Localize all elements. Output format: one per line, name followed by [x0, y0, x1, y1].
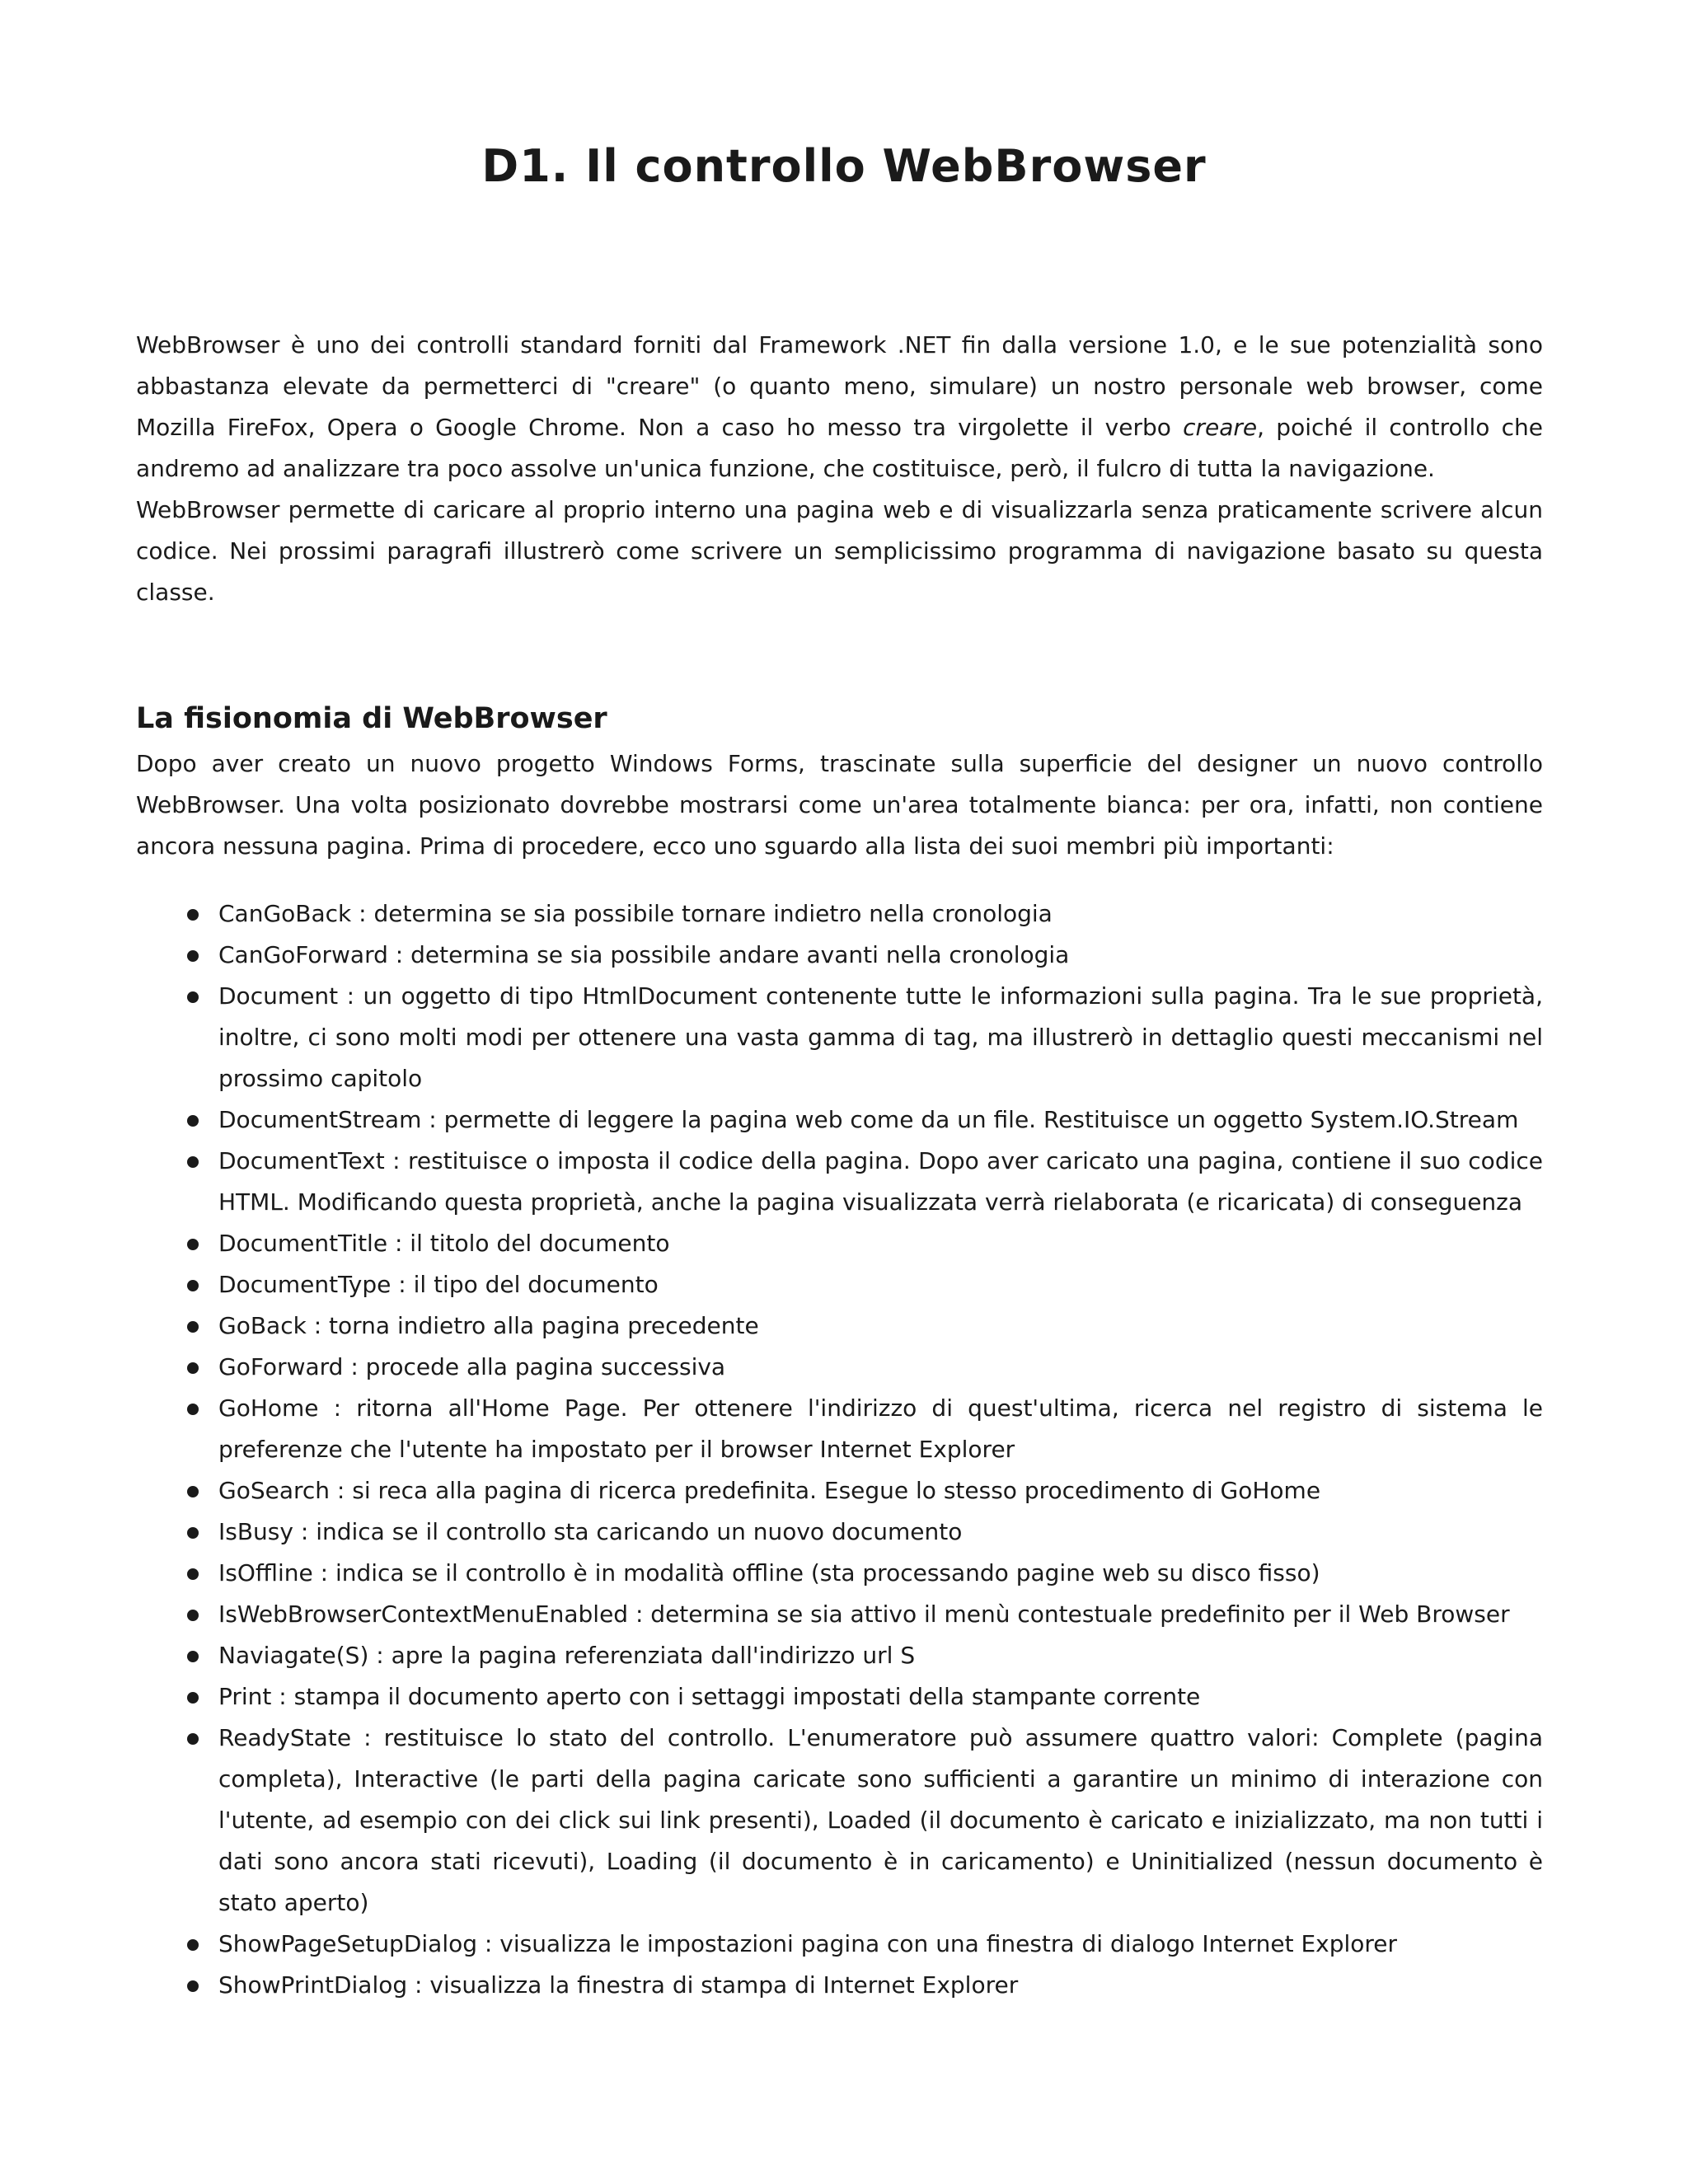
- list-item-text: GoBack : torna indietro alla pagina precedente: [218, 1312, 759, 1339]
- intro-paragraph-2: WebBrowser permette di caricare al proprio interno una pagina web e di visualizzarla senza praticamente scrivere alcun codice. Nei prossimi paragrafi illustrerò come scrivere un semplicissimo programma di navigazione basato su questa classe.: [136, 496, 1543, 606]
- list-item: [136, 1099, 1543, 1141]
- list-item: [136, 1388, 1543, 1470]
- list-item-text: DocumentType : il tipo del documento: [218, 1271, 659, 1298]
- list-item: [136, 1470, 1543, 1511]
- intro-section: [136, 325, 1543, 613]
- list-item-text: IsOffline : indica se il controllo è in modalità offline (sta processando pagine web su disco fisso): [218, 1559, 1320, 1586]
- list-item: [136, 1676, 1543, 1718]
- bullet-icon: [187, 1486, 199, 1497]
- list-item-text: IsBusy : indica se il controllo sta caricando un nuovo documento: [218, 1518, 963, 1545]
- bullet-icon: [187, 1115, 199, 1127]
- bullet-icon: [187, 1733, 199, 1745]
- list-item: [136, 1635, 1543, 1676]
- bullet-icon: [187, 1651, 199, 1662]
- bullet-icon: [187, 991, 199, 1003]
- list-item-text: Print : stampa il documento aperto con i settaggi impostati della stampante corrente: [218, 1683, 1201, 1710]
- list-item: [136, 1223, 1543, 1264]
- bullet-icon: [187, 1939, 199, 1951]
- list-item: [136, 976, 1543, 1099]
- list-item: [136, 1965, 1543, 2006]
- bullet-icon: [187, 1280, 199, 1291]
- list-item-text: ShowPrintDialog : visualizza la finestra di stampa di Internet Explorer: [218, 1971, 1019, 1999]
- bullet-icon: [187, 1239, 199, 1250]
- bullet-icon: [187, 950, 199, 962]
- list-item: [136, 1141, 1543, 1223]
- bullet-icon: [187, 1404, 199, 1415]
- list-item-text: GoHome : ritorna all'Home Page. Per ottenere l'indirizzo di quest'ultima, ricerca nel registro di sistema le preferenze che l'utente ha impostato per il browser Internet Explorer: [218, 1394, 1543, 1463]
- list-item: [136, 1924, 1543, 1965]
- list-item: [136, 1347, 1543, 1388]
- list-item-text: ReadyState : restituisce lo stato del controllo. L'enumeratore può assumere quattro valori: Complete (pagina completa), Interactive (le parti della pagina caricate sono sufficienti a garantire un minimo di interazione con l'utente, ad esempio con dei click sui link presenti), Loaded (il documento è caricato e inizializzato, ma non tutti i dati sono ancora stati ricevuti), Loading (il documento è in caricamento) e Uninitialized (nessun documento è stato aperto): [218, 1724, 1543, 1916]
- list-item-text: DocumentStream : permette di leggere la pagina web come da un file. Restituisce un oggetto System.IO.Stream: [218, 1106, 1519, 1133]
- list-item: [136, 1511, 1543, 1553]
- bullet-icon: [187, 1527, 199, 1539]
- bullet-icon: [187, 1980, 199, 1992]
- section-heading: La fisionomia di WebBrowser: [136, 702, 607, 735]
- section-intro-paragraph: Dopo aver creato un nuovo progetto Windows Forms, trascinate sulla superficie del designer un nuovo controllo WebBrowser. Una volta posizionato dovrebbe mostrarsi come un'area totalmente bianca: per ora, infatti, non contiene ancora nessuna pagina. Prima di procedere, ecco uno sguardo alla lista dei suoi membri più importanti:: [136, 750, 1543, 860]
- list-item-text: DocumentTitle : il titolo del documento: [218, 1230, 670, 1257]
- list-item: [136, 935, 1543, 976]
- intro-emphasis: creare: [1183, 414, 1258, 441]
- list-item: [136, 1305, 1543, 1347]
- list-item-text: Document : un oggetto di tipo HtmlDocument contenente tutte le informazioni sulla pagina. Tra le sue proprietà, inoltre, ci sono molti modi per ottenere una vasta gamma di tag, ma illustrerò in dettaglio questi meccanismi nel prossimo capitolo: [218, 982, 1543, 1092]
- list-item: [136, 1553, 1543, 1594]
- bullet-icon: [187, 1362, 199, 1374]
- list-item-text: GoForward : procede alla pagina successiva: [218, 1353, 726, 1380]
- members-list: [136, 893, 1543, 2006]
- fisionomia-section: [136, 694, 1543, 2006]
- bullet-icon: [187, 1568, 199, 1580]
- list-item-text: Naviagate(S) : apre la pagina referenziata dall'indirizzo url S: [218, 1642, 916, 1669]
- bullet-icon: [187, 1692, 199, 1704]
- intro-text-2: , poiché il controllo che andremo ad analizzare tra poco assolve un'unica funzione, che costituisce, però, il fulcro di tutta la navigazione.: [136, 414, 1543, 482]
- list-item-text: DocumentText : restituisce o imposta il codice della pagina. Dopo aver caricato una pagina, contiene il suo codice HTML. Modificando questa proprietà, anche la pagina visualizzata verrà rielaborata (e ricaricata) di conseguenza: [218, 1147, 1543, 1216]
- intro-paragraph-1: [136, 325, 1543, 490]
- intro-text-1: WebBrowser è uno dei controlli standard forniti dal Framework .NET fin dalla versione 1.0, e le sue potenzialità sono abbastanza elevate da permetterci di "creare" (o quanto meno, simulare) un nostro personale web browser, come Mozilla FireFox, Opera o Google Chrome. Non a caso ho messo tra virgolette il verbo: [136, 331, 1543, 441]
- bullet-icon: [187, 909, 199, 921]
- bullet-icon: [187, 1321, 199, 1333]
- list-item-text: CanGoForward : determina se sia possibile andare avanti nella cronologia: [218, 941, 1070, 968]
- list-item: [136, 1594, 1543, 1635]
- list-item-text: CanGoBack : determina se sia possibile tornare indietro nella cronologia: [218, 900, 1053, 927]
- list-item: [136, 893, 1543, 935]
- page-title: D1. Il controllo WebBrowser: [481, 140, 1207, 192]
- list-item: [136, 1264, 1543, 1305]
- list-item: [136, 1718, 1543, 1924]
- list-item-text: IsWebBrowserContextMenuEnabled : determina se sia attivo il menù contestuale predefinito per il Web Browser: [218, 1601, 1510, 1628]
- bullet-icon: [187, 1156, 199, 1168]
- bullet-icon: [187, 1610, 199, 1621]
- list-item-text: GoSearch : si reca alla pagina di ricerca predefinita. Esegue lo stesso procedimento di GoHome: [218, 1477, 1321, 1504]
- list-item-text: ShowPageSetupDialog : visualizza le impostazioni pagina con una finestra di dialogo Internet Explorer: [218, 1930, 1398, 1957]
